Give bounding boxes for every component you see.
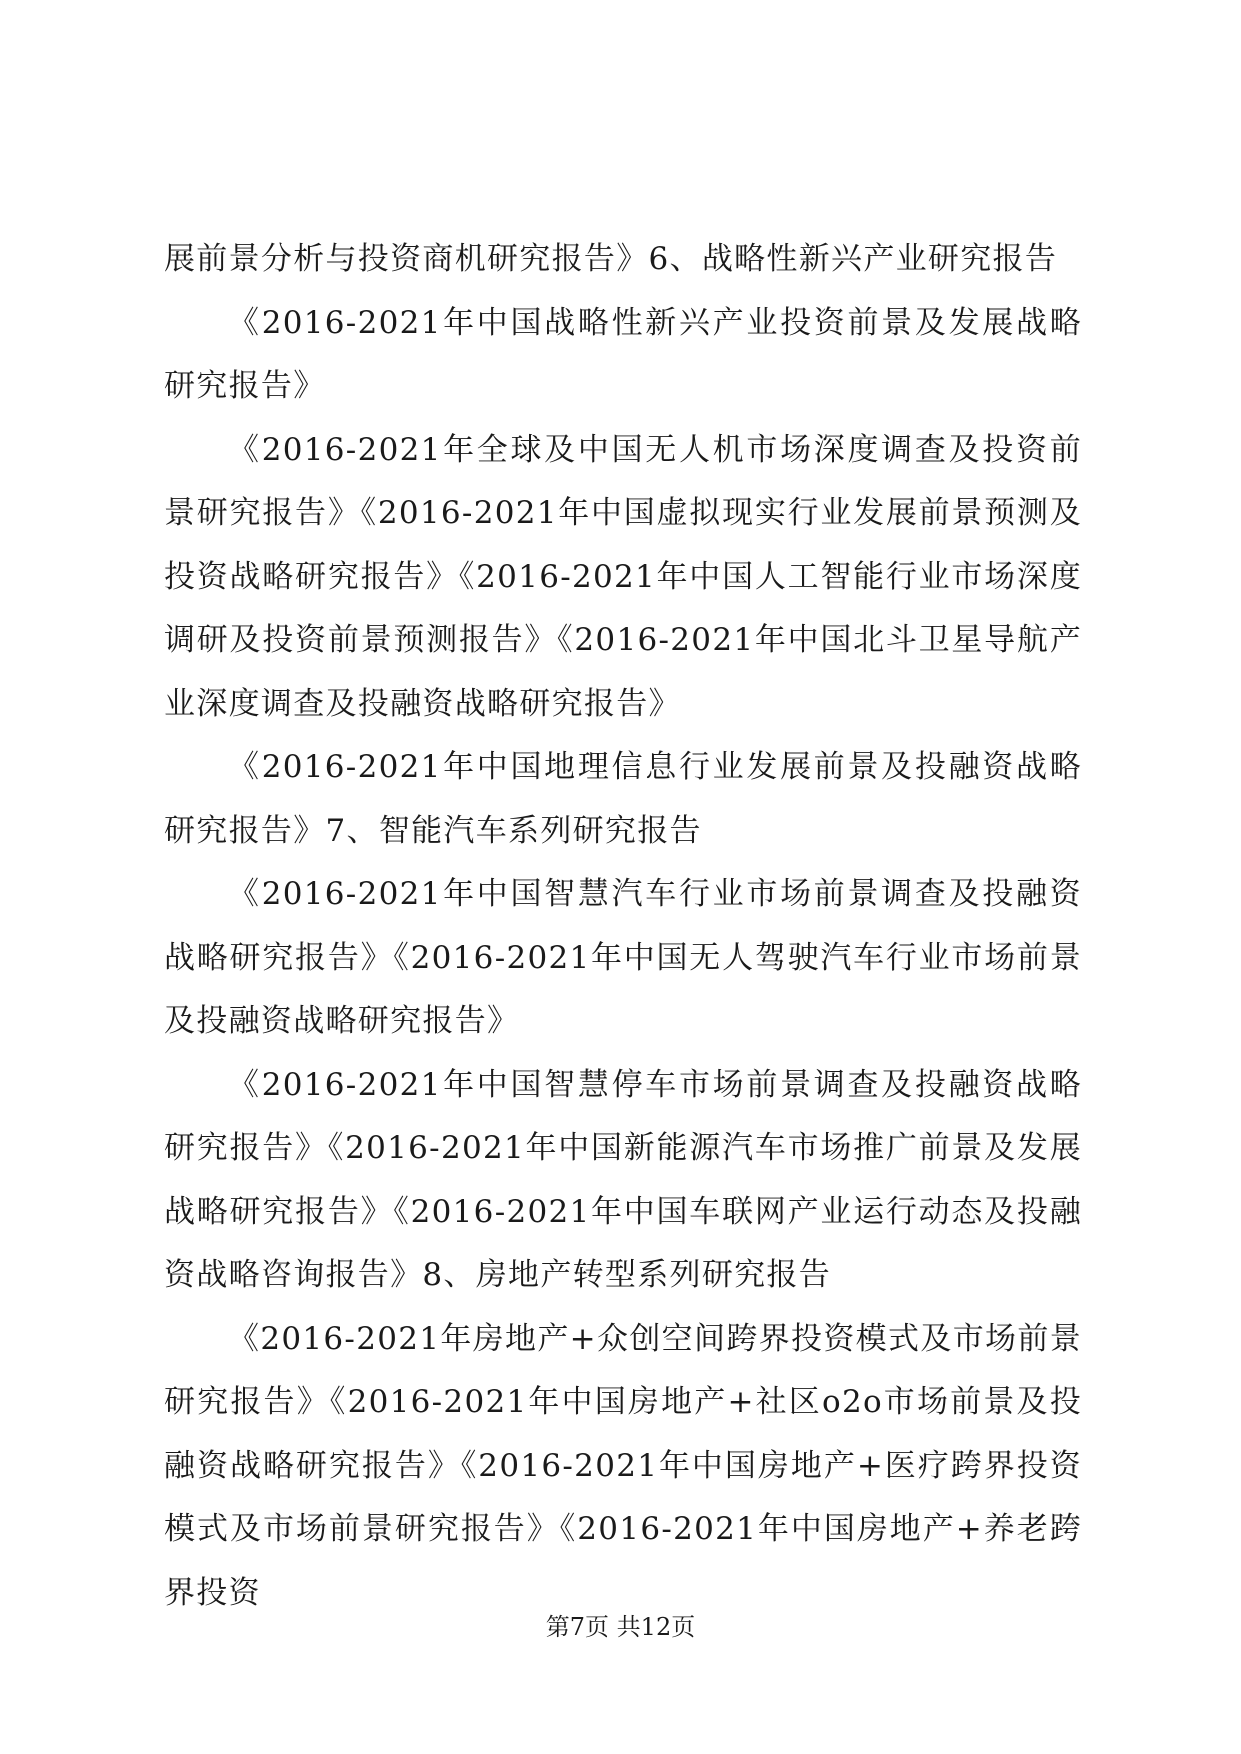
paragraph: 《2016-2021年房地产+众创空间跨界投资模式及市场前景研究报告》《2016-2021年中国房地产+社区o2o市场前景及投融资战略研究报告》《2016-2021年中国房地产+医疗跨界投资模式及市场前景研究报告》《2016-2021年中国房地产+养老跨界投资 bbox=[164, 1320, 1082, 1611]
paragraph: 《2016-2021年中国地理信息行业发展前景及投融资战略研究报告》7、智能汽车系列研究报告 bbox=[164, 749, 1082, 849]
page-number-footer: 第7页 共12页 bbox=[545, 1613, 696, 1641]
paragraph: 《2016-2021年全球及中国无人机市场深度调查及投资前景研究报告》《2016-2021年中国虚拟现实行业发展前景预测及投资战略研究报告》《2016-2021年中国人工智能行业市场深度调研及投资前景预测报告》《2016-2021年中国北斗卫星导航产业深度调查及投融资战略研究报告》 bbox=[164, 431, 1082, 722]
paragraph: 《2016-2021年中国智慧汽车行业市场前景调查及投融资战略研究报告》《2016-2021年中国无人驾驶汽车行业市场前景及投融资战略研究报告》 bbox=[164, 876, 1082, 1039]
paragraph: 《2016-2021年中国战略性新兴产业投资前景及发展战略研究报告》 bbox=[164, 304, 1082, 404]
paragraph: 展前景分析与投资商机研究报告》6、战略性新兴产业研究报告 bbox=[164, 241, 1058, 277]
paragraph: 《2016-2021年中国智慧停车市场前景调查及投融资战略研究报告》《2016-2021年中国新能源汽车市场推广前景及发展战略研究报告》《2016-2021年中国车联网产业运行动态及投融资战略咨询报告》8、房地产转型系列研究报告 bbox=[164, 1066, 1082, 1293]
document-body bbox=[164, 228, 1082, 1625]
